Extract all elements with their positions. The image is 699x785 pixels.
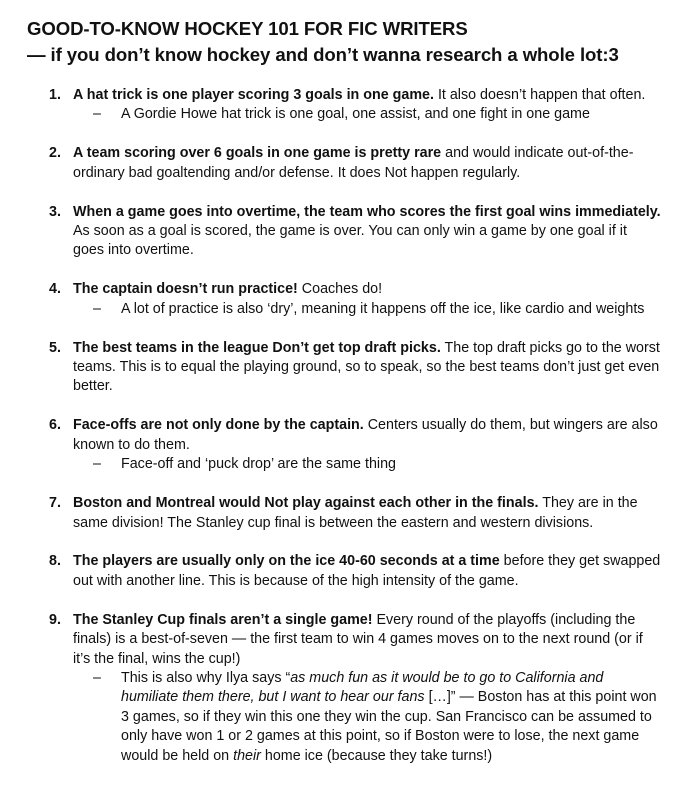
item-text: before they get swapped out with another line. This is because of the high intensity of the game. [73,553,661,589]
list-item [27,416,661,474]
list-item [27,280,661,319]
sub-item [27,105,661,124]
item-heading: When a game goes into overtime, the team who scores the first goal wins immediately. [73,203,661,220]
item-number: 7. [49,495,61,512]
quote-italic: as much fun as it would be to go to California and humiliate them there, but I want to hear our fans [121,669,604,706]
list-item [27,203,661,261]
item-text: As soon as a goal is scored, the game is over. You can only win a game by one goal if it goes into overtime. [73,223,627,259]
sub-item-text: A lot of practice is also ‘dry’, meaning it happens off the ice, like cardio and weights [121,300,645,317]
item-text: It also doesn’t happen that often. [433,87,646,103]
sub-item [27,455,661,474]
item-number: 5. [49,339,61,356]
item-heading: The players are usually only on the ice 40-60 seconds at a time [73,553,500,570]
item-number: 9. [49,611,61,628]
sub-item-text: This is also why Ilya says “ [121,669,291,686]
item-text: Coaches do! [297,281,383,298]
dash-bullet: – [93,300,101,317]
item-text: Centers usually do them, but wingers are also known to do them. [73,417,658,453]
item-heading: The best teams in the league Don’t get top draft picks. [73,339,441,356]
item-heading: Face-offs are not only done by the captain. [73,417,364,434]
title-line-2: — if you don’t know hockey and don’t wanna research a whole lot:3 [27,44,619,65]
dash-bullet: – [93,456,101,473]
sub-item [27,300,661,319]
item-heading: A hat trick is one player scoring 3 goals in one game. [73,87,434,103]
item-heading: A team scoring over 6 goals in one game is pretty rare [73,145,442,162]
item-heading: Boston and Montreal would Not play against each other in the finals. [73,495,539,512]
list-item [27,86,661,125]
item-number: 8. [49,553,61,570]
item-number: 1. [49,87,61,103]
sub-item-text: […]” — Boston has at this point won 3 games, so if they win this one they win the cup. San Francisco can be assumed to only have won 1 or 2 games at this point, so if Boston were to lose, the next game would be held on [121,689,657,764]
item-text: They are in the same division! The Stanley cup final is between the eastern and western divisions. [73,495,638,531]
title-line-1: GOOD-TO-KNOW HOCKEY 101 FOR FIC WRITERS [27,18,468,39]
emphasis-italic: their [233,747,261,764]
item-text: The top draft picks go to the worst teams. This is to equal the playing ground, so to speak, so the best teams don’t just get even better. [73,339,660,395]
list-item [27,552,661,591]
item-heading: The Stanley Cup finals aren’t a single game! [73,611,373,628]
item-number: 6. [49,417,61,434]
sub-item-text: Face-off and ‘puck drop’ are the same thing [121,456,396,473]
sub-item [27,669,661,766]
item-number: 2. [49,145,61,162]
item-number: 4. [49,281,61,298]
list-item [27,144,661,183]
item-text: and would indicate out-of-the-ordinary bad goaltending and/or defense. It does Not happen regularly. [73,145,634,181]
item-heading: The captain doesn’t run practice! [73,281,298,298]
list-item [27,611,661,766]
tips-list [27,86,661,785]
sub-item-text: home ice (because they take turns!) [260,747,493,764]
item-number: 3. [49,203,61,220]
dash-bullet: – [93,106,101,123]
list-item [27,494,661,533]
item-text: Every round of the playoffs (including the finals) is a best-of-seven — the first team to win 4 games moves on to the next round (or if it’s the final, wins the cup!) [73,611,643,667]
sub-item-text: A Gordie Howe hat trick is one goal, one assist, and one fight in one game [121,106,590,123]
list-item [27,339,661,397]
document [27,16,672,68]
dash-bullet: – [93,669,101,686]
